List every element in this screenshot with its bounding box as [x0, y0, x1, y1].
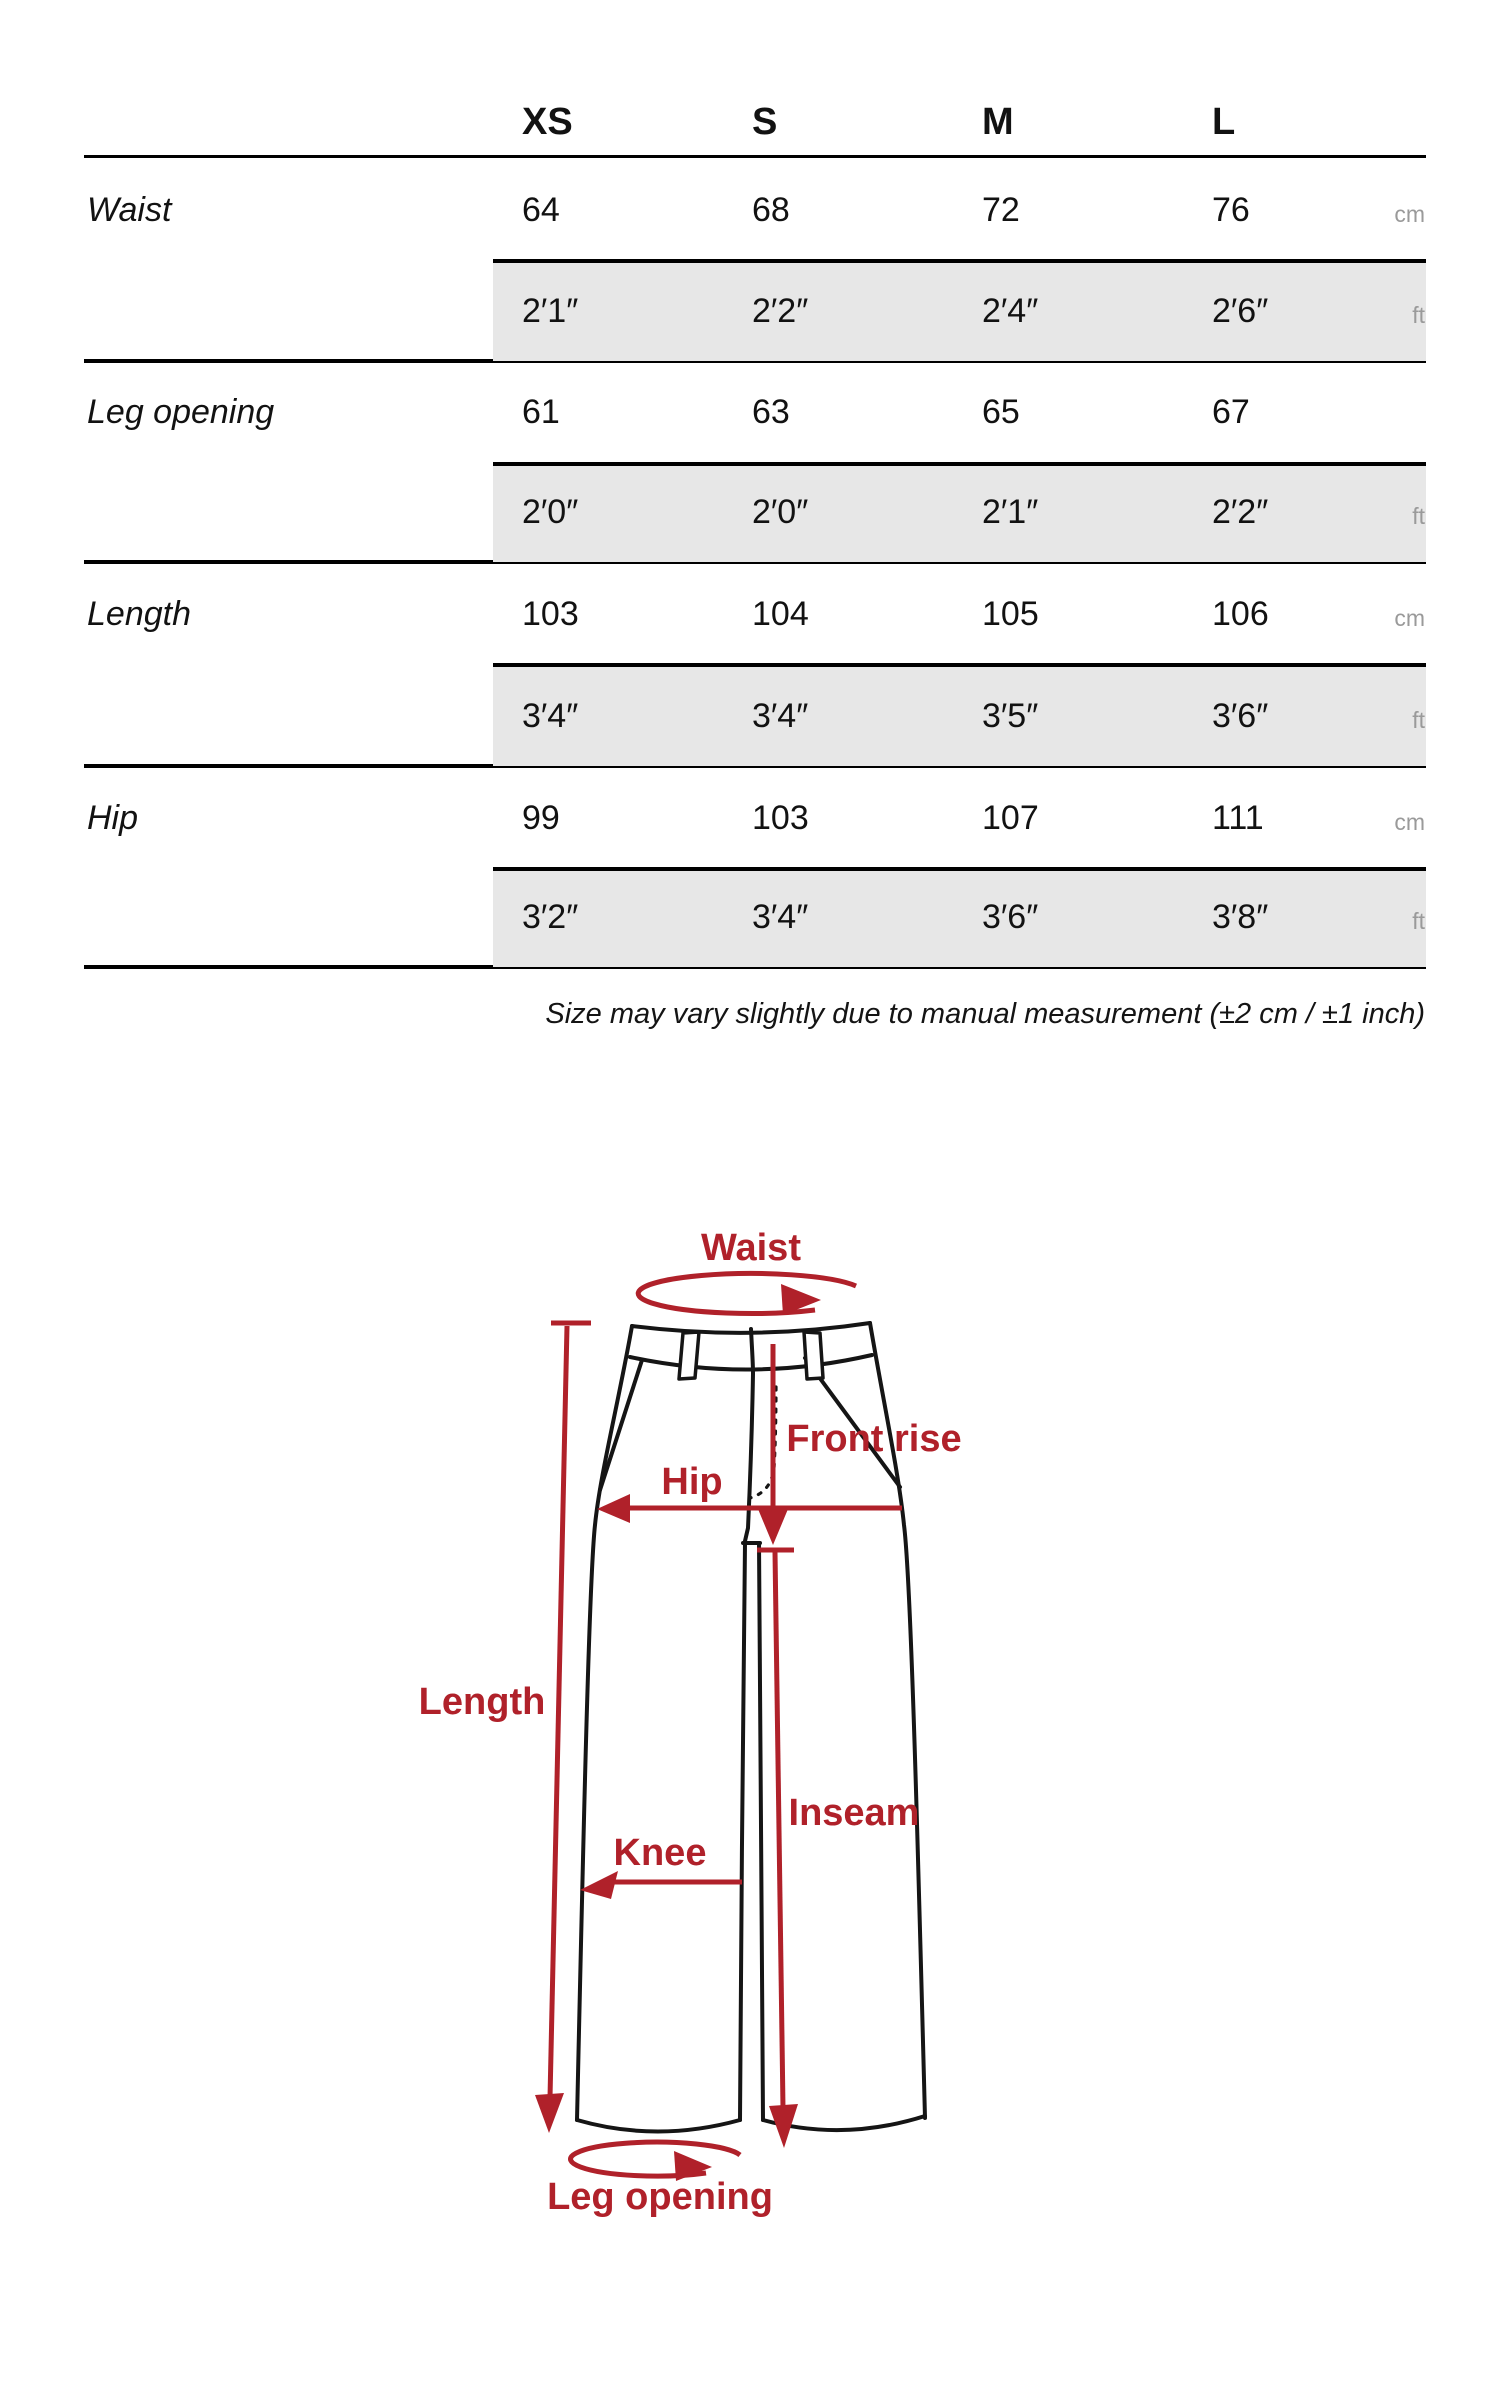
inseam-label: Inseam [788, 1792, 920, 1834]
col-header-s: S [752, 101, 778, 143]
row-label-length: Length [87, 595, 191, 633]
waist-ft-m: 2′4″ [982, 292, 1039, 330]
left-side-seam [577, 1326, 632, 2120]
row-label-waist: Waist [87, 191, 172, 229]
hip-ft-unit: ft [1412, 908, 1425, 934]
length-label: Length [418, 1681, 546, 1723]
waist-arrow-loop [638, 1273, 856, 1313]
legopening-cm-l: 67 [1212, 393, 1250, 431]
row-label-leg-opening: Leg opening [87, 393, 275, 431]
legopening-cm-m: 65 [982, 393, 1020, 431]
leg-opening-arrow-loop [571, 2142, 740, 2176]
waist-cm-s: 68 [752, 191, 790, 229]
waist-measure [638, 1227, 856, 1315]
length-arrowhead-icon [535, 2093, 564, 2133]
waist-ft-l: 2′6″ [1212, 292, 1269, 330]
hip-cm-unit: cm [1394, 809, 1425, 835]
hip-cm-l: 111 [1212, 799, 1264, 837]
col-header-m: M [982, 101, 1014, 143]
hip-arrowhead-icon [597, 1494, 630, 1523]
knee-measure [580, 1832, 742, 1899]
belt-loop-right [804, 1332, 823, 1379]
waist-cm-m: 72 [982, 191, 1020, 229]
legopening-ft-m: 2′1″ [982, 493, 1039, 531]
legopening-ft-s: 2′0″ [752, 493, 809, 531]
legopening-ft-xs: 2′0″ [522, 493, 579, 531]
hip-cm-m: 107 [982, 799, 1039, 837]
col-header-xs: XS [522, 101, 573, 143]
hip-label: Hip [661, 1461, 723, 1503]
row-label-hip: Hip [87, 799, 139, 837]
hip-ft-xs: 3′2″ [522, 898, 579, 936]
knee-label: Knee [613, 1832, 707, 1874]
legopening-ft-unit: ft [1412, 503, 1425, 529]
waist-ft-unit: ft [1412, 302, 1425, 328]
hip-ft-l: 3′8″ [1212, 898, 1269, 936]
length-cm-m: 105 [982, 595, 1039, 633]
waist-cm-unit: cm [1394, 201, 1425, 227]
waist-label: Waist [701, 1227, 801, 1269]
legopening-ft-l: 2′2″ [1212, 493, 1269, 531]
hip-ft-s: 3′4″ [752, 898, 809, 936]
legopening-cm-s: 63 [752, 393, 790, 431]
belt-loop-left [679, 1332, 699, 1379]
hip-ft-m: 3′6″ [982, 898, 1039, 936]
waist-cm-l: 76 [1212, 191, 1250, 229]
waist-ft-xs: 2′1″ [522, 292, 579, 330]
col-header-l: L [1212, 101, 1236, 143]
front-rise-label: Front rise [786, 1418, 962, 1460]
length-line [550, 1326, 567, 2098]
length-measure [419, 1323, 591, 2133]
length-ft-m: 3′5″ [982, 697, 1039, 735]
measurement-disclaimer: Size may vary slightly due to manual measurement (±2 cm / ±1 inch) [545, 998, 1425, 1030]
length-ft-s: 3′4″ [752, 697, 809, 735]
length-cm-unit: cm [1394, 605, 1425, 631]
leg-opening-label: Leg opening [547, 2176, 773, 2218]
left-leg-inner-seam [740, 1543, 745, 2120]
legopening-cm-xs: 61 [522, 393, 560, 431]
length-ft-xs: 3′4″ [522, 697, 579, 735]
length-cm-s: 104 [752, 595, 809, 633]
length-cm-l: 106 [1212, 595, 1269, 633]
waist-ft-s: 2′2″ [752, 292, 809, 330]
hip-cm-s: 103 [752, 799, 809, 837]
right-leg-inner-seam [759, 1543, 763, 2120]
length-ft-l: 3′6″ [1212, 697, 1269, 735]
hip-cm-xs: 99 [522, 799, 560, 837]
knee-arrowhead-icon [580, 1871, 618, 1899]
front-rise-arrowhead-icon [758, 1509, 788, 1545]
inseam-measure [757, 1550, 919, 2148]
leg-opening-measure [547, 2142, 773, 2218]
waist-cm-xs: 64 [522, 191, 560, 229]
length-cm-xs: 103 [522, 595, 579, 633]
front-rise-measure [758, 1344, 962, 1545]
length-ft-unit: ft [1412, 707, 1425, 733]
inseam-line [775, 1552, 783, 2108]
left-leg-hem [577, 2120, 740, 2132]
